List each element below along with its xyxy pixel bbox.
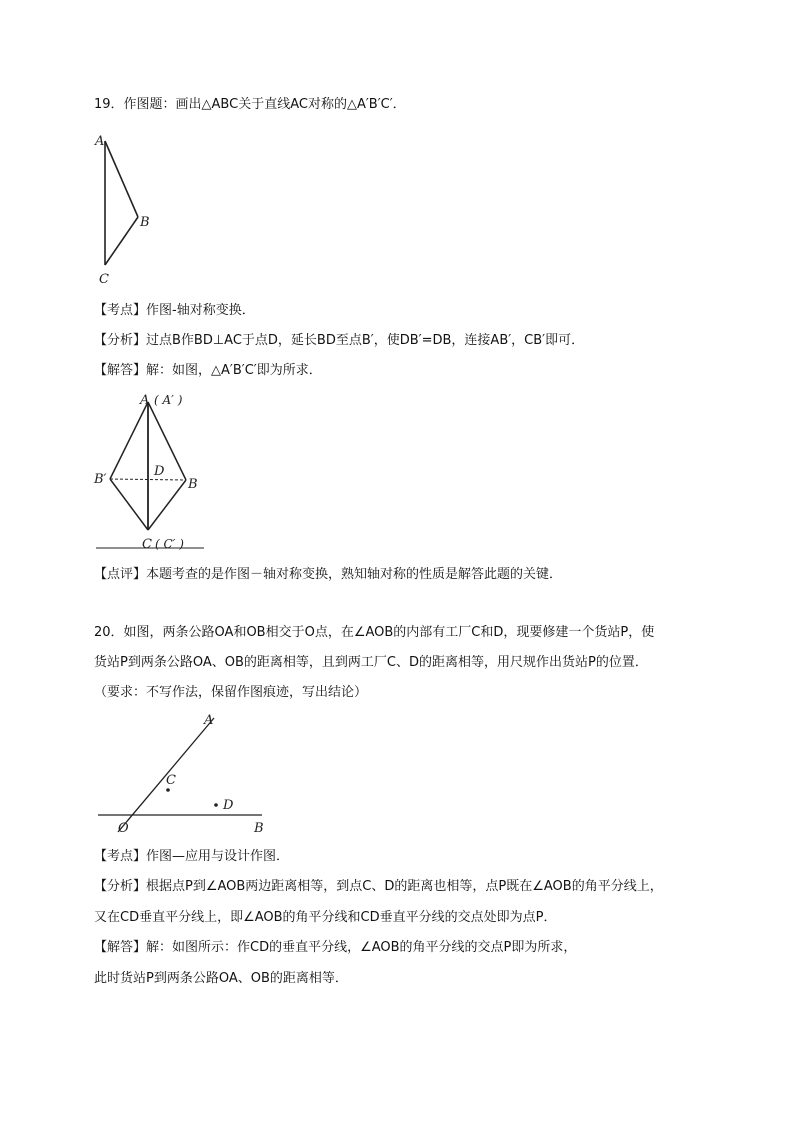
q20-line1: 20．如图，两条公路OA和OB相交于O点，在∠AOB的内部有工厂C和D，现要修建一个货站P，使 <box>94 625 655 640</box>
q20-figure-angle <box>94 710 274 844</box>
fig2-label-a-prime: ( A′ ) <box>154 393 183 407</box>
fig3-label-o: O <box>118 821 129 836</box>
fig2-label-c-prime: ( C′ ) <box>155 537 184 551</box>
q20-fenxi-line1: 【分析】根据点P到∠AOB两边距离相等，到点C、D的距离也相等，点P既在∠AOB的角平分线上， <box>94 879 663 894</box>
fig2-label-c: C <box>142 537 152 552</box>
q19-figure-reflection <box>92 388 212 557</box>
q20-line2: 货站P到两条公路OA、OB的距离相等，且到两工厂C、D的距离相等，用尺规作出货站P的位置． <box>94 655 648 670</box>
fig1-label-c: C <box>99 272 109 287</box>
fig3-label-b: B <box>254 821 264 836</box>
q19-dianping: 【点评】本题考查的是作图－轴对称变换，熟知轴对称的性质是解答此题的关键． <box>94 567 563 582</box>
fig2-label-a: A <box>140 393 150 408</box>
q20-line3: （要求：不写作法，保留作图痕迹，写出结论） <box>94 685 368 700</box>
q20-kaodian: 【考点】作图—应用与设计作图． <box>94 849 290 864</box>
q19-title: 19．作图题：画出△ABC关于直线AC对称的△A′B′C′． <box>94 97 406 112</box>
fig3-label-c: C <box>166 773 176 788</box>
q19-fenxi: 【分析】过点B作BD⊥AC于点D，延长BD至点B′，使DB′=DB，连接AB′，CB′即可． <box>94 333 585 348</box>
fig3-label-d: D <box>223 798 234 813</box>
fig1-label-a: A <box>95 134 105 149</box>
q20-fenxi-line2: 又在CD垂直平分线上，即∠AOB的角平分线和CD垂直平分线的交点处即为点P． <box>94 910 557 925</box>
fig2-label-d: D <box>154 464 165 479</box>
q19-kaodian: 【考点】作图-轴对称变换． <box>94 303 255 318</box>
fig2-label-b-prime: B′ <box>94 472 107 487</box>
fig3-label-a: A <box>204 713 214 728</box>
q19-figure-triangle <box>90 128 160 292</box>
q20-jieda-line1: 【解答】解：如图所示：作CD的垂直平分线，∠AOB的角平分线的交点P即为所求， <box>94 940 577 955</box>
fig2-label-b: B <box>188 477 198 492</box>
q20-jieda-line2: 此时货站P到两条公路OA、OB的距离相等． <box>94 971 348 986</box>
fig1-label-b: B <box>140 215 150 230</box>
q19-jieda: 【解答】解：如图，△A′B′C′即为所求． <box>94 363 322 378</box>
